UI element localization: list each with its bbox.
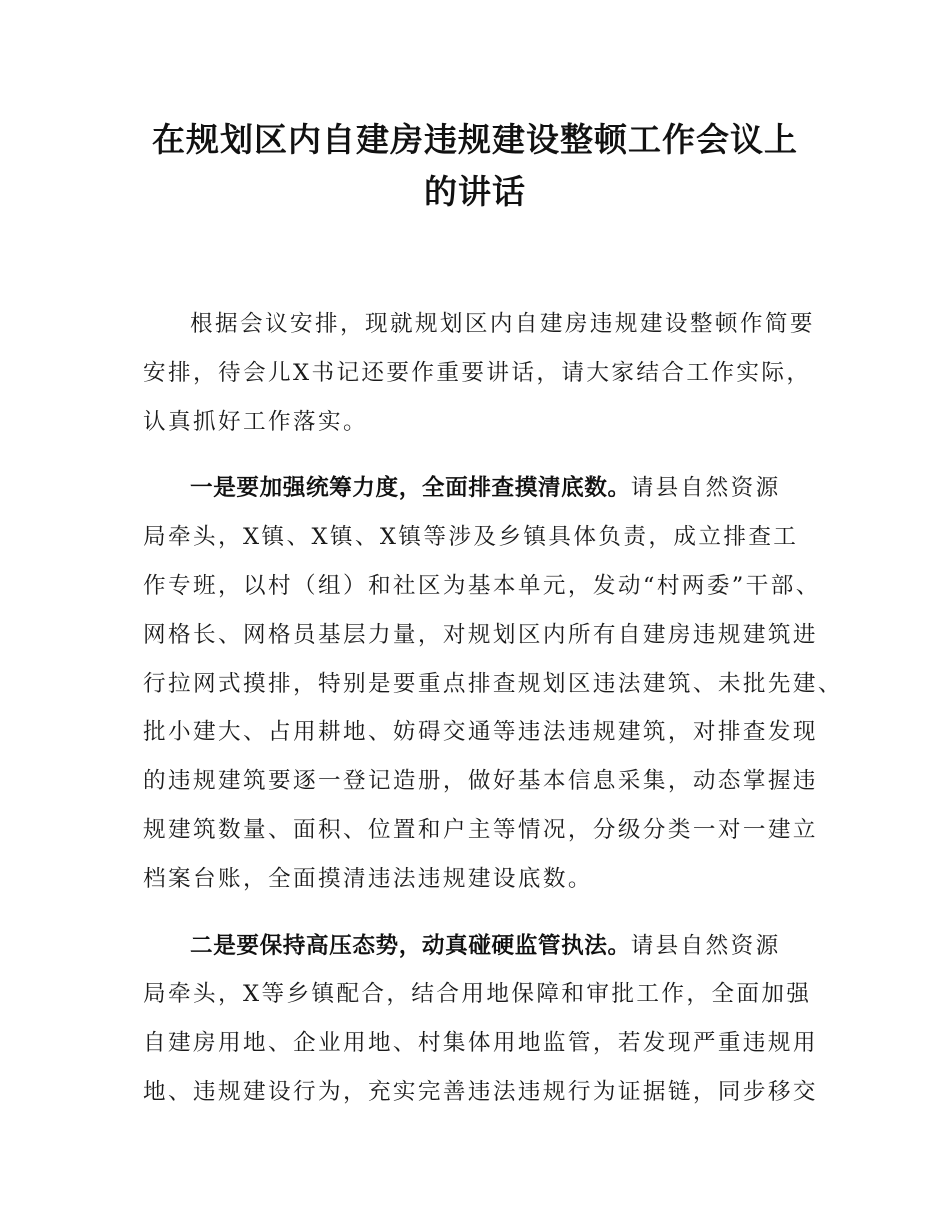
paragraph-first-line xyxy=(143,922,843,971)
paragraph-line: 安排，待会儿X书记还要作重要讲话，请大家结合工作实际， xyxy=(143,359,812,386)
document-body xyxy=(143,300,843,1135)
paragraph-line: 批小建大、占用耕地、妨碍交通等违法违规建筑，对排查发现 xyxy=(143,719,818,746)
paragraph-point-one xyxy=(143,464,843,903)
paragraph-line: 根据会议安排，现就规划区内自建房违规建设整顿作简要 xyxy=(190,311,815,337)
paragraph-intro xyxy=(143,300,843,446)
point-two-first-text: 请县自然资源 xyxy=(630,932,781,959)
paragraph-line: 网格长、网格员基层力量，对规划区内所有自建房违规建筑进 xyxy=(143,621,818,648)
paragraph-first-line xyxy=(143,464,843,513)
paragraph-line: 自建房用地、企业用地、村集体用地监管，若发现严重违规用 xyxy=(143,1030,818,1057)
paragraph-line: 档案台账，全面摸清违法违规建设底数。 xyxy=(143,865,593,892)
paragraph-line: 行拉网式摸排，特别是要重点排查规划区违法建筑、未批先建、 xyxy=(143,670,843,697)
paragraph-point-two xyxy=(143,922,843,1117)
paragraph-line: 局牵头，X镇、X镇、X镇等涉及乡镇具体负责，成立排查工 xyxy=(143,524,799,551)
paragraph-line: 规建筑数量、面积、位置和户主等情况，分级分类一对一建立 xyxy=(143,816,818,843)
paragraph-line: 认真抓好工作落实。 xyxy=(143,408,368,435)
point-two-heading: 二是要保持高压态势，动真碰硬监管执法。 xyxy=(190,932,631,959)
paragraph-line: 局牵头，X等乡镇配合，结合用地保障和审批工作，全面加强 xyxy=(143,981,812,1008)
point-one-first-text: 请县自然资源 xyxy=(630,475,781,502)
title-line-2: 的讲话 xyxy=(424,172,526,211)
paragraph-line: 作专班，以村（组）和社区为基本单元，发动“村两委”干部、 xyxy=(143,572,821,599)
title-line-1: 在规划区内自建房违规建设整顿工作会议上 xyxy=(152,120,798,159)
paragraph-line: 地、违规建设行为，充实完善违法违规行为证据链，同步移交 xyxy=(143,1078,818,1105)
paragraph-line: 的违规建筑要逐一登记造册，做好基本信息采集，动态掌握违 xyxy=(143,768,818,795)
document-title xyxy=(120,114,830,218)
point-one-heading: 一是要加强统筹力度，全面排查摸清底数。 xyxy=(190,475,631,502)
